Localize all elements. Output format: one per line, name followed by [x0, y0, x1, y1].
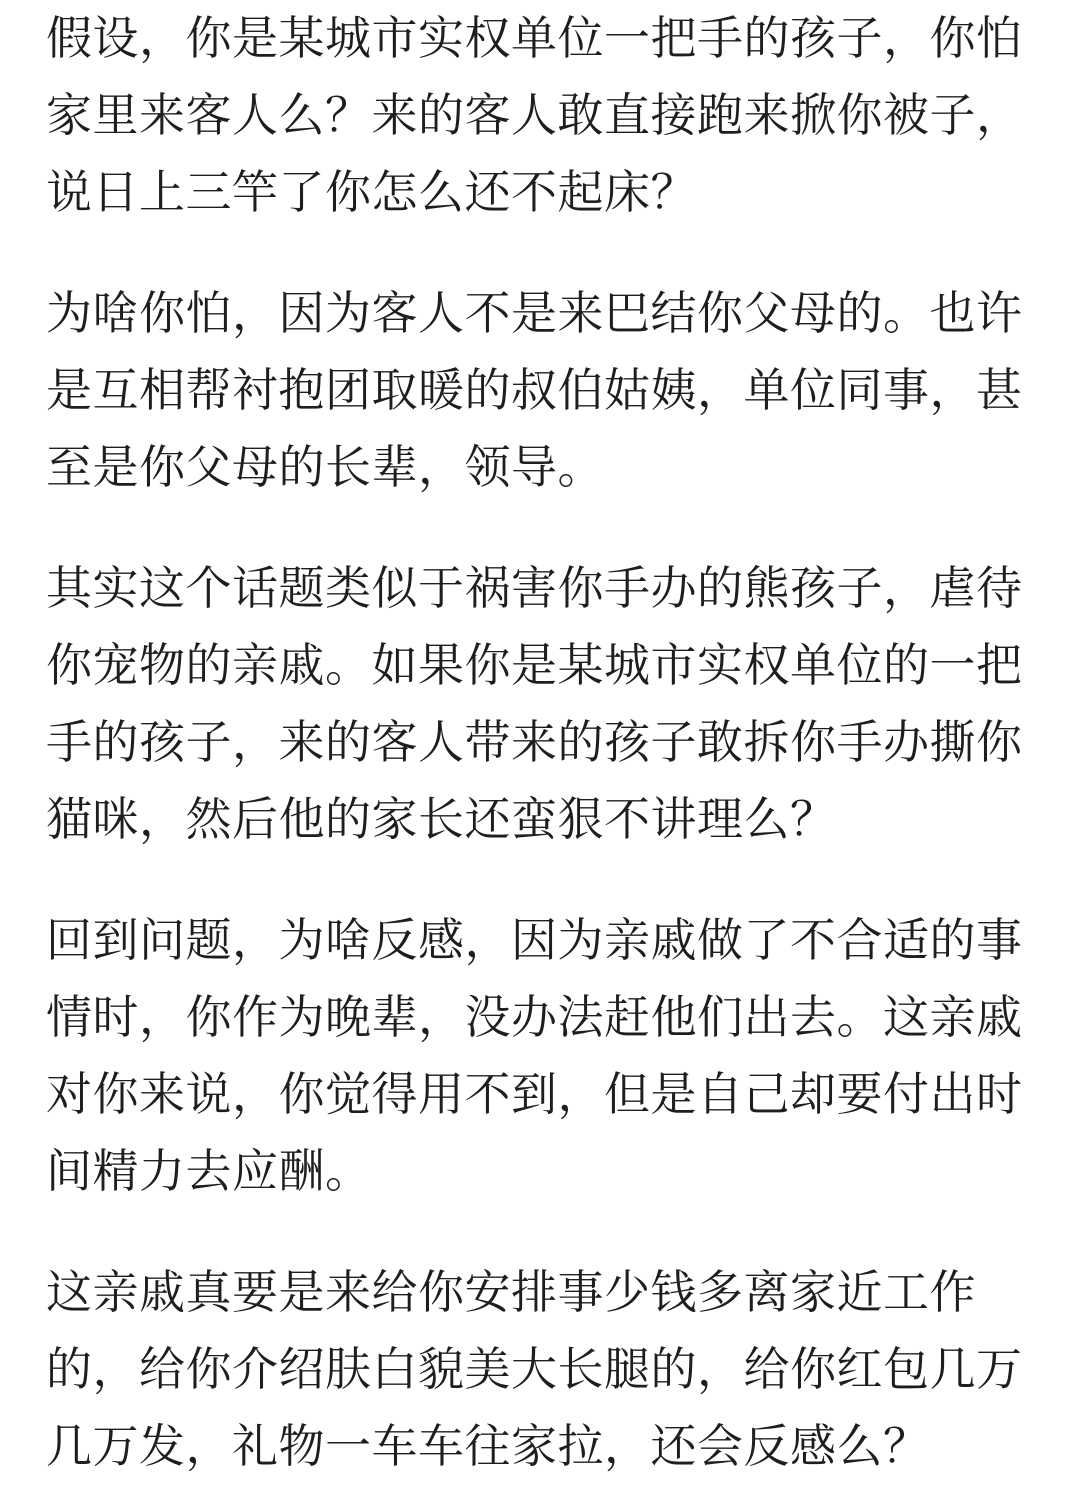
paragraph-5	[46, 1254, 1023, 1485]
text-line: 情时，你作为晚辈，没办法赶他们出去。这亲戚	[46, 990, 1023, 1044]
paragraph-4	[46, 902, 1023, 1210]
text-line: 你宠物的亲戚。如果你是某城市实权单位的一把	[46, 638, 1023, 692]
text-line: 猫咪，然后他的家长还蛮狠不讲理么？	[46, 792, 837, 846]
text-line: 说日上三竿了你怎么还不起床？	[46, 165, 697, 219]
paragraph-1	[46, 0, 1023, 231]
paragraph-3	[46, 550, 1023, 858]
text-line: 为啥你怕，因为客人不是来巴结你父母的。也许	[46, 286, 1023, 340]
text-line: 至是你父母的长辈，领导。	[46, 440, 604, 494]
text-line: 这亲戚真要是来给你安排事少钱多离家近工作	[46, 1265, 976, 1319]
article-body	[46, 0, 1023, 1485]
text-line: 回到问题，为啥反感，因为亲戚做了不合适的事	[46, 913, 1023, 967]
text-line: 手的孩子，来的客人带来的孩子敢拆你手办撕你	[46, 715, 1023, 769]
text-line: 几万发，礼物一车车往家拉，还会反感么？	[46, 1419, 930, 1473]
text-line: 家里来客人么？来的客人敢直接跑来掀你被子，	[46, 88, 1023, 142]
text-line: 对你来说，你觉得用不到，但是自己却要付出时	[46, 1067, 1023, 1121]
text-line: 是互相帮衬抱团取暖的叔伯姑姨，单位同事，甚	[46, 363, 1023, 417]
text-line: 假设，你是某城市实权单位一把手的孩子，你怕	[46, 11, 1023, 65]
paragraph-2	[46, 275, 1023, 506]
text-line: 的，给你介绍肤白貌美大长腿的，给你红包几万	[46, 1342, 1023, 1396]
text-line: 间精力去应酬。	[46, 1144, 372, 1198]
text-line: 其实这个话题类似于祸害你手办的熊孩子，虐待	[46, 561, 1023, 615]
